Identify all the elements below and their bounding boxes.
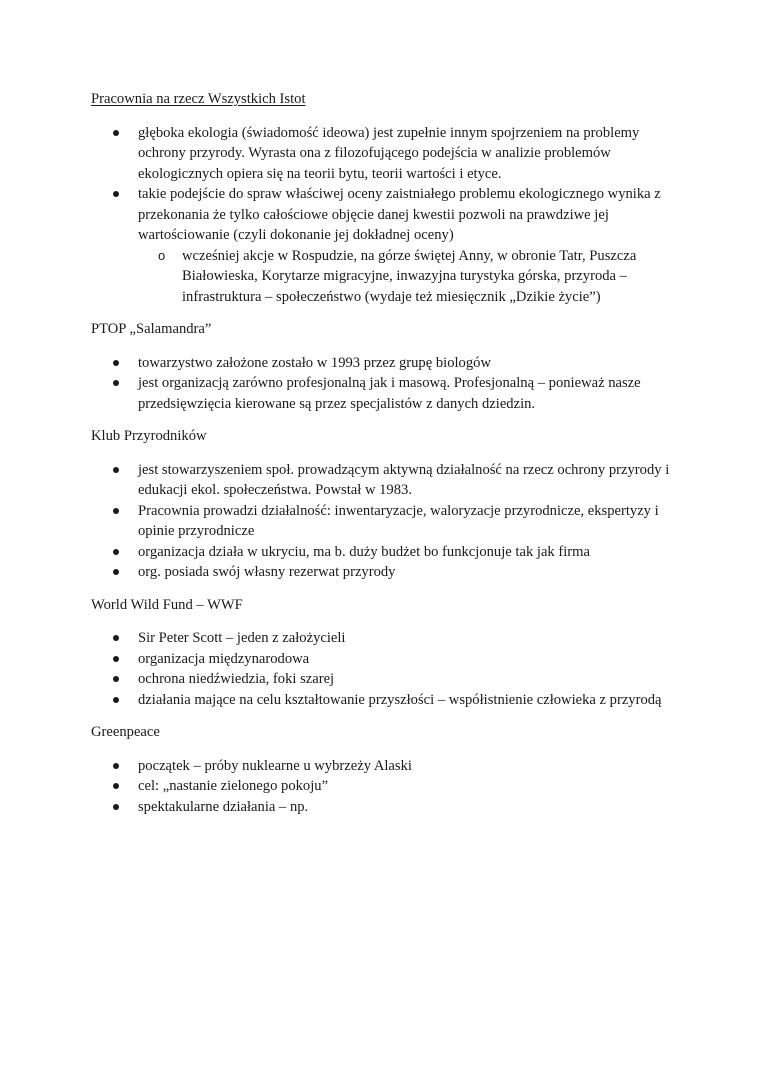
list-item-text: jest organizacją zarówno profesjonalną jak i masową. Profesjonalną – ponieważ nasze przedsięwzięcia kierowane są przez specjalistów z danych dziedzin. [138,375,641,412]
list-item [91,184,681,307]
list-item-text: organizacja międzynarodowa [138,650,310,667]
list-item-text: ochrona niedźwiedzia, foki szarej [138,671,335,687]
bullet-icon [113,804,119,810]
bullet-icon [113,380,119,386]
list-item [91,373,681,414]
list-item-text: głęboka ekologia (świadomość ideowa) jest zupełnie innym spojrzeniem na problemy ochrony przyrody. Wyrasta ona z filozofującego podejścia w analizie problemów ekologicznych opiera się na teorii bytu, teorii wartości i etyce. [138,124,640,182]
list-item-text: spektakularne działania – np. [138,798,309,815]
bullet-list [91,628,681,710]
section [91,89,681,307]
bullet-icon [113,763,119,769]
section [91,595,681,711]
list-item [91,123,681,185]
list-item [91,460,681,501]
list-item-text: cel: „nastanie zielonego pokoju” [138,778,329,794]
bullet-icon [113,191,119,197]
bullet-list [91,123,681,308]
section-heading: Greenpeace [91,724,160,740]
list-item [91,501,681,542]
list-item [91,669,681,690]
sub-list-item [91,246,681,308]
bullet-list [91,353,681,415]
bullet-icon [113,676,119,682]
bullet-list [91,460,681,583]
bullet-list [91,756,681,818]
list-item [91,690,681,711]
list-item [91,562,681,583]
bullet-icon [113,783,119,789]
list-item [91,776,681,797]
list-item [91,649,681,670]
list-item [91,628,681,649]
document-body [91,89,681,829]
sub-bullet-marker: o [158,247,166,263]
bullet-icon [113,467,119,473]
sub-list-item-text: wcześniej akcje w Rospudzie, na górze świętej Anny, w obronie Tatr, Puszcza Białowieska, Korytarze migracyjne, inwazyjna turystyka górska, przyroda – infrastruktura – społeczeństwo (wydaje też miesięcznik „Dzikie życie”) [182,247,637,305]
bullet-icon [113,508,119,514]
bullet-icon [113,697,119,703]
bullet-icon [113,635,119,641]
section-heading: PTOP „Salamandra” [91,321,212,337]
section [91,426,681,583]
list-item [91,353,681,374]
list-item-text: Pracownia prowadzi działalność: inwentaryzacje, waloryzacje przyrodnicze, ekspertyzy i opinie przyrodnicze [138,502,659,539]
list-item-text: jest stowarzyszeniem społ. prowadzącym aktywną działalność na rzecz ochrony przyrody i edukacji ekol. społeczeństwa. Powstał w 1983. [138,461,670,498]
section [91,319,681,414]
section-heading: World Wild Fund – WWF [91,596,243,613]
list-item-text: początek – próby nuklearne u wybrzeży Alaski [138,757,412,774]
list-item-text: organizacja działa w ukryciu, ma b. duży budżet bo funkcjonuje tak jak firma [138,543,590,560]
bullet-icon [113,656,119,662]
list-item-text: towarzystwo założone zostało w 1993 przez grupę biologów [138,354,491,371]
bullet-icon [113,360,119,366]
list-item-text: działania mające na celu kształtowanie przyszłości – współistnienie człowieka z przyrodą [138,691,662,708]
bullet-icon [113,569,119,575]
section-heading: Pracownia na rzecz Wszystkich Istot [91,91,306,107]
bullet-icon [113,549,119,555]
list-item-text: Sir Peter Scott – jeden z założycieli [138,630,346,646]
list-item-text: org. posiada swój własny rezerwat przyrody [138,564,396,580]
list-item [91,797,681,818]
section [91,722,681,817]
bullet-icon [113,130,119,136]
sub-list [138,246,681,308]
list-item [91,756,681,777]
list-item-text: takie podejście do spraw właściwej oceny zaistniałego problemu ekologicznego wynika z przekonania że tylko całościowe objęcie danej kwestii pozwoli na prawdziwe jej wartościowanie (czyli dokonanie jej dokładnej oceny) [138,186,661,243]
list-item [91,542,681,563]
section-heading: Klub Przyrodników [91,428,207,444]
